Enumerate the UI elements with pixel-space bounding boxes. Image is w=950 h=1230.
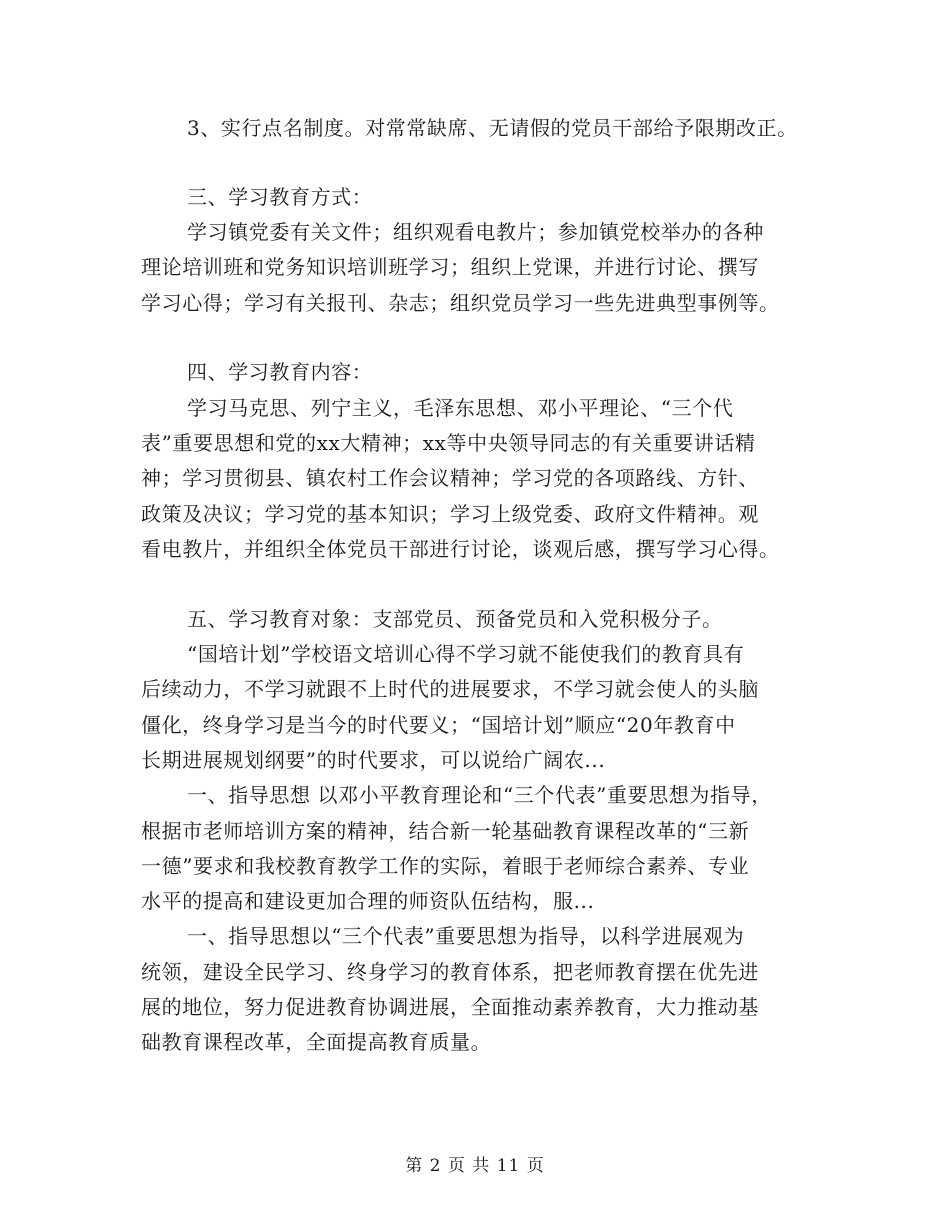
section-heading: 三、学习教育方式： (187, 185, 373, 209)
paragraph-line: 政策及决议；学习党的基本知识；学习上级党委、政府文件精神。观 (141, 502, 759, 526)
paragraph-line: 根据市老师培训方案的精神，结合新一轮基础教育课程改革的“三新 (141, 819, 750, 843)
paragraph-line: 一、指导思想 以邓小平教育理论和“三个代表”重要思想为指导， (187, 783, 772, 807)
paragraph-line: 水平的提高和建设更加合理的师资队伍结构，服... (141, 889, 595, 913)
page-number-footer: 第 2 页 共 11 页 (405, 1156, 545, 1176)
paragraph-line: 展的地位，努力促进教育协调进展，全面推动素养教育，大力推动基 (141, 995, 759, 1019)
paragraph-line: 长期进展规划纲要”的时代要求，可以说给广阔农... (141, 748, 606, 772)
paragraph-line: 后续动力，不学习就跟不上时代的进展要求，不学习就会使人的头脑 (141, 677, 759, 701)
paragraph-line: 看电教片，并组织全体党员干部进行讨论，谈观后感，撰写学习心得。 (141, 537, 780, 561)
paragraph-line: 础教育课程改革，全面提高教育质量。 (141, 1030, 492, 1054)
paragraph-line: 学习马克思、列宁主义，毛泽东思想、邓小平理论、“三个代 (187, 396, 734, 420)
paragraph-line: 3、实行点名制度。对常常缺席、无请假的党员干部给予限期改正。 (187, 116, 798, 140)
paragraph-line: 统领，建设全民学习、终身学习的教育体系，把老师教育摆在优先进 (141, 960, 759, 984)
paragraph-line: 学习镇党委有关文件；组织观看电教片；参加镇党校举办的各种 (187, 220, 764, 244)
paragraph-line: 一、指导思想以“三个代表”重要思想为指导，以科学进展观为 (187, 924, 745, 948)
paragraph-line: 学习心得；学习有关报刊、杂志；组织党员学习一些先进典型事例等。 (141, 291, 780, 315)
paragraph-line: 一德”要求和我校教育教学工作的实际，着眼于老师综合素养、专业 (141, 854, 750, 878)
paragraph-line: 神；学习贯彻县、镇农村工作会议精神；学习党的各项路线、方针、 (141, 466, 759, 490)
section-heading: 四、学习教育内容： (187, 360, 373, 384)
paragraph-line: 理论培训班和党务知识培训班学习；组织上党课，并进行讨论、撰写 (141, 255, 759, 279)
paragraph-line: 僵化，终身学习是当今的时代要义；“国培计划”顺应“20年教育中 (141, 713, 736, 737)
paragraph-line: “国培计划”学校语文培训心得不学习就不能使我们的教育具有 (187, 642, 745, 666)
paragraph-line: 表”重要思想和党的xx大精神；xx等中央领导同志的有关重要讲话精 (141, 431, 756, 455)
section-heading: 五、学习教育对象：支部党员、预备党员和入党积极分子。 (187, 607, 723, 631)
